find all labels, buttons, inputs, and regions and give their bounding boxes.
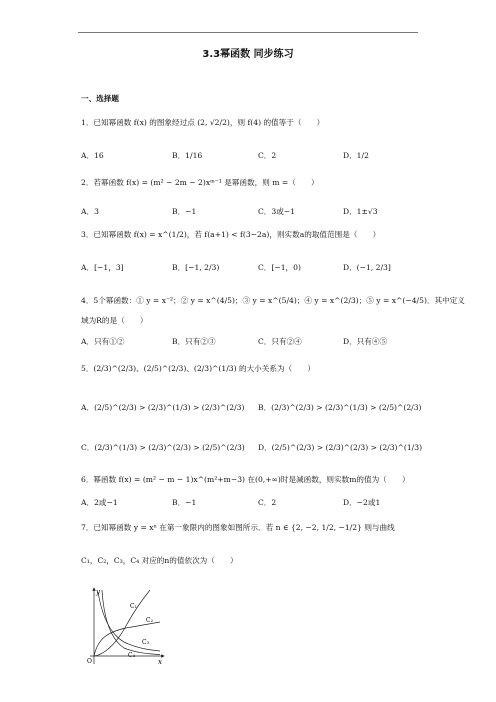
q4-option-c: C．只有②④ (258, 337, 302, 346)
y-axis-label: y (96, 588, 100, 596)
curve-c3-label: C₃ (142, 639, 149, 646)
question-3-stem: 3．已知幂函数 f(x) = x^(1/2)，若 f(a+1) < f(3−2a)，则实数a的取值范围是（ ） (81, 230, 381, 239)
q1-option-d: D．1/2 (343, 151, 369, 160)
q6-option-c: C．2 (258, 498, 277, 507)
q6-option-d: D．−2或1 (343, 498, 381, 507)
question-6-stem: 6．幂函数 f(x) = (m² − m − 1)x^(m²+m−3) 在(0,+∞)时是减函数，则实数m的值为（ ） (81, 475, 410, 484)
q2-option-d: D．1±√3 (343, 207, 378, 216)
origin-label: O (87, 658, 92, 665)
q2-option-c: C．3或−1 (258, 207, 296, 216)
q3-option-d: D．(−1, 2/3] (343, 263, 391, 272)
q5-option-a: A．(2/5)^(2/3) > (2/3)^(1/3) > (2/3)^(2/3) (81, 403, 245, 412)
curve-c4-label: C₄ (128, 652, 135, 659)
x-axis-label: x (158, 658, 162, 666)
q5-option-b: B．(2/3)^(2/3) > (2/3)^(1/3) > (2/5)^(2/3) (258, 403, 422, 412)
q4-option-a: A．只有①② (81, 337, 125, 346)
question-2-stem: 2．若幂函数 f(x) = (m² − 2m − 2)xᵐ⁻¹ 是幂函数，则 m =（ ） (81, 178, 319, 187)
question-7-stem: 7．已知幂函数 y = xⁿ 在第一象限内的图象如图所示．若 n ∈ {2, −2, 1/2, −1/2} 则与曲线 (81, 523, 395, 532)
q5-option-c: C．(2/3)^(1/3) > (2/3)^(2/3) > (2/5)^(2/3) (81, 443, 245, 452)
q2-option-a: A．3 (81, 207, 99, 216)
section-heading: 一、选择题 (81, 94, 119, 103)
question-1-stem: 1．已知幂函数 f(x) 的图象经过点 (2, √2/2)，则 f(4) 的值等于（ ） (81, 118, 325, 127)
q3-option-c: C．[−1，0) (258, 263, 301, 272)
page-title: 3.3幂函数 同步练习 (202, 49, 294, 60)
q5-option-d: D．(2/5)^(2/3) > (2/3)^(2/3) > (2/3)^(1/3) (258, 443, 423, 452)
q1-option-a: A．16 (81, 151, 104, 160)
q4-option-b: B．只有②③ (172, 337, 216, 346)
q6-option-a: A．2或−1 (81, 498, 118, 507)
question-7-stem-cont: C₁，C₂，C₃，C₄ 对应的n的值依次为（ ） (81, 556, 238, 565)
question-4-stem-cont: 域为R的是（ ） (81, 316, 148, 325)
curve-c1-label: C₁ (130, 603, 137, 610)
q2-option-b: B．−1 (172, 207, 197, 216)
curve-c2-label: C₂ (146, 617, 153, 624)
q1-option-c: C．2 (258, 151, 277, 160)
q4-option-d: D．只有④⑤ (343, 337, 388, 346)
question-5-stem: 5．(2/3)^(2/3)、(2/5)^(2/3)、(2/3)^(1/3) 的大小关系为（ ） (81, 364, 315, 373)
q3-option-b: B．[−1, 2/3) (172, 263, 220, 272)
question-4-stem: 4．5个幂函数：① y = x⁻²；② y = x^(4/5)；③ y = x^(5/4)；④ y = x^(2/3)；⑤ y = x^(−4/5)．其中定义 (81, 296, 465, 305)
curve-c2 (94, 622, 160, 656)
q3-option-a: A．[−1，3] (81, 263, 124, 272)
power-function-graph (86, 586, 166, 666)
q6-option-b: B．−1 (172, 498, 197, 507)
q1-option-b: B．1/16 (172, 151, 203, 160)
header-rule (78, 32, 418, 33)
